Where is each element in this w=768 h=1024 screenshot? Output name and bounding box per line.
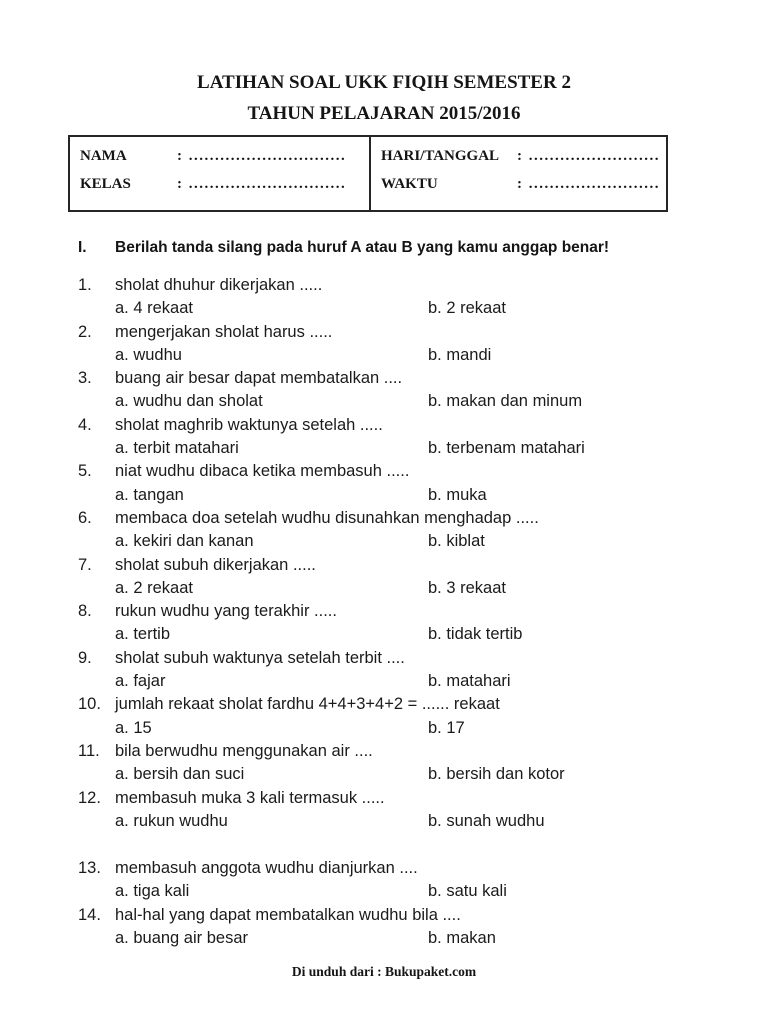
question-row [78, 787, 768, 810]
option-a: a. 4 rekaat [115, 299, 193, 318]
option-a: a. wudhu [115, 345, 182, 364]
question-text: sholat subuh waktunya setelah terbit .... [115, 648, 405, 667]
question-block [78, 740, 768, 787]
question-block [78, 904, 768, 951]
question-number: 1. [78, 276, 92, 294]
question-block [78, 647, 768, 694]
options-row [78, 623, 768, 646]
option-a: a. tertib [115, 625, 171, 644]
question-block [78, 787, 768, 834]
question-number: 9. [78, 648, 92, 667]
question-text: mengerjakan sholat harus ..... [115, 322, 333, 341]
option-a: a. tangan [115, 485, 184, 504]
option-b: b. terbenam matahari [428, 439, 585, 458]
name-label: NAMA [80, 148, 127, 164]
identity-box-left [70, 137, 371, 210]
question-text: membasuh muka 3 kali termasuk ..... [115, 788, 385, 807]
question-row [78, 367, 768, 390]
options-row [78, 927, 768, 950]
question-row [78, 740, 768, 763]
question-row [78, 904, 768, 927]
options-row [78, 717, 768, 740]
options-row [78, 670, 768, 693]
options-row [78, 390, 768, 413]
identity-box [68, 135, 668, 212]
option-a: a. buang air besar [115, 929, 249, 948]
option-b: b. makan [428, 929, 496, 948]
option-b: b. mandi [428, 345, 492, 364]
time-row [381, 170, 660, 198]
options-row [78, 810, 768, 833]
section-numeral: I. [78, 239, 87, 256]
question-number: 3. [78, 369, 92, 388]
question-row [78, 647, 768, 670]
question-number: 12. [78, 788, 101, 807]
option-a: a. kekiri dan kanan [115, 532, 254, 551]
option-b: b. 2 rekaat [428, 299, 506, 318]
question-row [78, 274, 768, 297]
question-block [78, 554, 768, 601]
question-block [78, 600, 768, 647]
option-b: b. tidak tertib [428, 625, 523, 644]
time-fill-line: : ......................... [517, 176, 660, 192]
question-text: sholat maghrib waktunya setelah ..... [115, 415, 383, 434]
question-number: 2. [78, 322, 92, 341]
time-label: WAKTU [381, 176, 438, 192]
class-row [80, 170, 363, 198]
question-number: 4. [78, 415, 92, 434]
question-text: jumlah rekaat sholat fardhu 4+4+3+4+2 = ...... rekaat [115, 695, 500, 714]
option-a: a. fajar [115, 672, 166, 691]
options-row [78, 763, 768, 786]
page-title: LATIHAN SOAL UKK FIQIH SEMESTER 2 [197, 72, 571, 93]
options-row [78, 530, 768, 553]
option-a: a. 15 [115, 718, 152, 737]
question-text: sholat subuh dikerjakan ..... [115, 555, 316, 574]
question-text: membasuh anggota wudhu dianjurkan .... [115, 859, 418, 878]
question-row [78, 460, 768, 483]
option-b: b. 3 rekaat [428, 578, 506, 597]
option-a: a. terbit matahari [115, 439, 239, 458]
section-instruction [78, 239, 768, 257]
question-row [78, 414, 768, 437]
name-fill-line: : .............................. [177, 148, 347, 164]
question-block [78, 414, 768, 461]
options-row [78, 437, 768, 460]
option-b: b. kiblat [428, 532, 485, 551]
date-fill-line: : ......................... [517, 148, 660, 164]
title-block [0, 0, 768, 125]
question-text: hal-hal yang dapat membatalkan wudhu bila .... [115, 905, 461, 924]
page-subtitle: TAHUN PELAJARAN 2015/2016 [247, 103, 521, 124]
questions-list [78, 274, 768, 950]
question-row [78, 321, 768, 344]
question-block [78, 321, 768, 368]
option-b: b. muka [428, 485, 487, 504]
question-block [78, 693, 768, 740]
identity-box-right [371, 137, 666, 210]
question-block [78, 367, 768, 414]
options-row [78, 577, 768, 600]
option-b: b. matahari [428, 672, 511, 691]
question-number: 5. [78, 462, 92, 481]
class-label: KELAS [80, 176, 131, 192]
question-block [78, 507, 768, 554]
option-b: b. satu kali [428, 882, 507, 901]
question-number: 7. [78, 555, 92, 574]
date-row [381, 142, 660, 170]
class-fill-line: : .............................. [177, 176, 347, 192]
options-row [78, 484, 768, 507]
options-row [78, 297, 768, 320]
question-block [78, 857, 768, 904]
option-b: b. makan dan minum [428, 392, 583, 411]
question-block [78, 274, 768, 321]
question-text: sholat dhuhur dikerjakan ..... [115, 276, 323, 294]
option-a: a. rukun wudhu [115, 811, 228, 830]
option-a: a. bersih dan suci [115, 765, 245, 784]
options-row [78, 880, 768, 903]
date-label: HARI/TANGGAL [381, 148, 500, 164]
option-a: a. wudhu dan sholat [115, 392, 263, 411]
question-number: 14. [78, 905, 101, 924]
question-row [78, 554, 768, 577]
question-row [78, 693, 768, 716]
option-a: a. 2 rekaat [115, 578, 193, 597]
question-number: 11. [78, 741, 100, 760]
option-b: b. bersih dan kotor [428, 765, 565, 784]
question-row [78, 857, 768, 880]
question-number: 13. [78, 859, 101, 878]
question-text: bila berwudhu menggunakan air .... [115, 741, 373, 760]
question-text: rukun wudhu yang terakhir ..... [115, 602, 337, 621]
options-row [78, 344, 768, 367]
option-b: b. sunah wudhu [428, 811, 545, 830]
question-number: 6. [78, 508, 92, 527]
name-row [80, 142, 363, 170]
option-a: a. tiga kali [115, 882, 190, 901]
question-row [78, 507, 768, 530]
question-row [78, 600, 768, 623]
footer-source: Di unduh dari : Bukupaket.com [291, 964, 477, 979]
question-number: 10. [78, 695, 101, 714]
question-text: niat wudhu dibaca ketika membasuh ..... [115, 462, 410, 481]
question-text: membaca doa setelah wudhu disunahkan menghadap ..... [115, 508, 539, 527]
question-text: buang air besar dapat membatalkan .... [115, 369, 403, 388]
question-number: 8. [78, 602, 92, 621]
option-b: b. 17 [428, 718, 465, 737]
section-instruction-text: Berilah tanda silang pada huruf A atau B yang kamu anggap benar! [115, 239, 610, 256]
question-block [78, 460, 768, 507]
